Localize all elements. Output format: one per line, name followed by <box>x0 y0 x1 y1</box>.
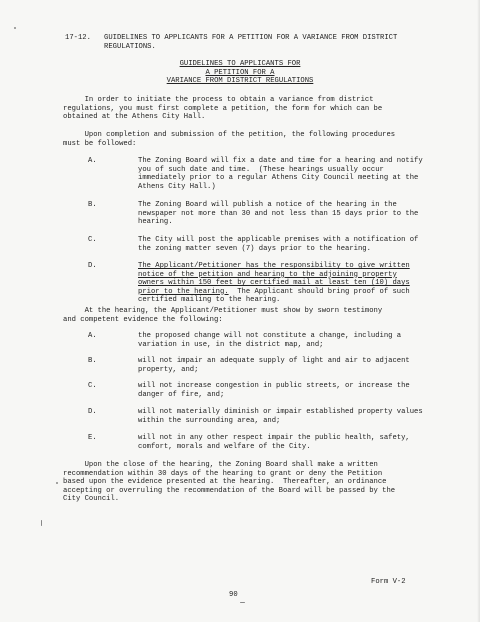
closing-line-3: based upon the evidence presented at the hearing. Thereafter, an ordinance <box>63 478 387 486</box>
procedure-d-underlined-line: owners within 150 feet by certified mail at least ten (10) days <box>138 279 410 287</box>
procedure-d-underlined-fragment: prior to the hearing. <box>138 287 229 296</box>
procedure-b-line: hearing. <box>138 218 173 226</box>
section-number: 17-12. <box>65 34 91 42</box>
procedure-c-line: The City will post the applicable premises with a notification of <box>138 236 419 244</box>
procedure-b-line: The Zoning Board will publish a notice of the hearing in the <box>138 201 397 209</box>
closing-line-4: accepting or overruling the recommendation of the Board will be passed by the <box>63 486 396 495</box>
procedure-b-line: newspaper not more than 30 and not less than 15 days prior to the <box>138 209 419 218</box>
procedure-b-letter: B. <box>88 201 97 209</box>
evidence-e-letter: E. <box>88 434 97 442</box>
intro-line-2: regulations, you must first complete a petition, the form for which can be <box>63 104 383 113</box>
evidence-a-letter: A. <box>88 332 97 340</box>
subheading-line-1: GUIDELINES TO APPLICANTS FOR <box>179 60 301 68</box>
intro-line-1: In order to initiate the process to obtain a variance from district <box>63 96 374 104</box>
hearing-intro-line-2: and competent evidence the following: <box>63 315 223 324</box>
procedure-d-underlined-line: notice of the petition and hearing to the adjoining property <box>138 270 397 279</box>
procedure-d-plain-fragment: The Applicant should bring proof of such <box>228 287 410 296</box>
intro-line-3: obtained at the Athens City Hall. <box>63 113 206 121</box>
closing-line-5: City Council. <box>63 495 120 503</box>
section-title-line-2: REGULATIONS. <box>104 42 156 51</box>
scan-speck <box>41 520 42 526</box>
procedure-c-letter: C. <box>88 236 97 244</box>
evidence-e-line: will not in any other respect impair the public health, safety, <box>138 434 410 442</box>
procedure-a-line: immediately prior to a regular Athens City Council meeting at the <box>138 174 419 182</box>
procedure-a-line: Athens City Hall.) <box>138 182 216 191</box>
evidence-b-letter: B. <box>88 357 97 365</box>
evidence-d-line: will not materially diminish or impair established property values <box>138 408 423 416</box>
procedure-d-letter: D. <box>88 262 97 270</box>
subheading-line-2: A PETITION FOR A <box>205 68 275 77</box>
subheading-line-3: VARIANCE FROM DISTRICT REGULATIONS <box>166 77 314 85</box>
closing-line-2: recommendation within 30 days of the hearing to grant or deny the Petition <box>63 469 383 478</box>
scan-speck <box>14 27 16 29</box>
evidence-d-line: within the surrounding area, and; <box>138 416 281 425</box>
procedure-d-line-5: certified mailing to the hearing. <box>138 296 281 304</box>
procedure-a-line: The Zoning Board will fix a date and time for a hearing and notify <box>138 157 423 165</box>
hearing-intro-line-1: At the hearing, the Applicant/Petitioner must show by sworn testimony <box>63 307 383 315</box>
section-title-line-1: GUIDELINES TO APPLICANTS FOR A PETITION FOR A VARIANCE FROM DISTRICT <box>104 34 398 42</box>
evidence-c-letter: C. <box>88 382 97 390</box>
evidence-d-letter: D. <box>88 408 97 416</box>
scan-speck <box>240 602 245 603</box>
procedures-intro-line-1: Upon completion and submission of the petition, the following procedures <box>63 131 396 139</box>
evidence-c-line: will not increase congestion in public streets, or increase the <box>138 382 410 390</box>
page-number: 90 <box>229 591 238 599</box>
procedure-a-letter: A. <box>88 157 97 165</box>
procedures-intro-line-2: must be followed: <box>63 139 137 148</box>
closing-line-1: Upon the close of the hearing, the Zoning Board shall make a written <box>63 461 378 469</box>
scan-speck <box>56 482 58 484</box>
evidence-b-line: property, and; <box>138 365 199 374</box>
evidence-c-line: danger of fire, and; <box>138 390 225 399</box>
evidence-a-line: variation in use, in the district map, and; <box>138 340 324 349</box>
evidence-b-line: will not impair an adequate supply of light and air to adjacent <box>138 357 410 365</box>
evidence-a-line: the proposed change will not constitute a change, including a <box>138 332 402 340</box>
procedure-d-line-4 <box>138 288 410 296</box>
procedure-d-underlined-line: The Applicant/Petitioner has the responsibility to give written <box>138 262 410 270</box>
form-label: Form V-2 <box>371 578 406 586</box>
procedure-c-line: the zoning matter seven (7) days prior to the hearing. <box>138 244 371 253</box>
procedure-a-line: you of such date and time. (These hearings usually occur <box>138 165 384 174</box>
evidence-e-line: comfort, morals and welfare of the City. <box>138 442 311 451</box>
